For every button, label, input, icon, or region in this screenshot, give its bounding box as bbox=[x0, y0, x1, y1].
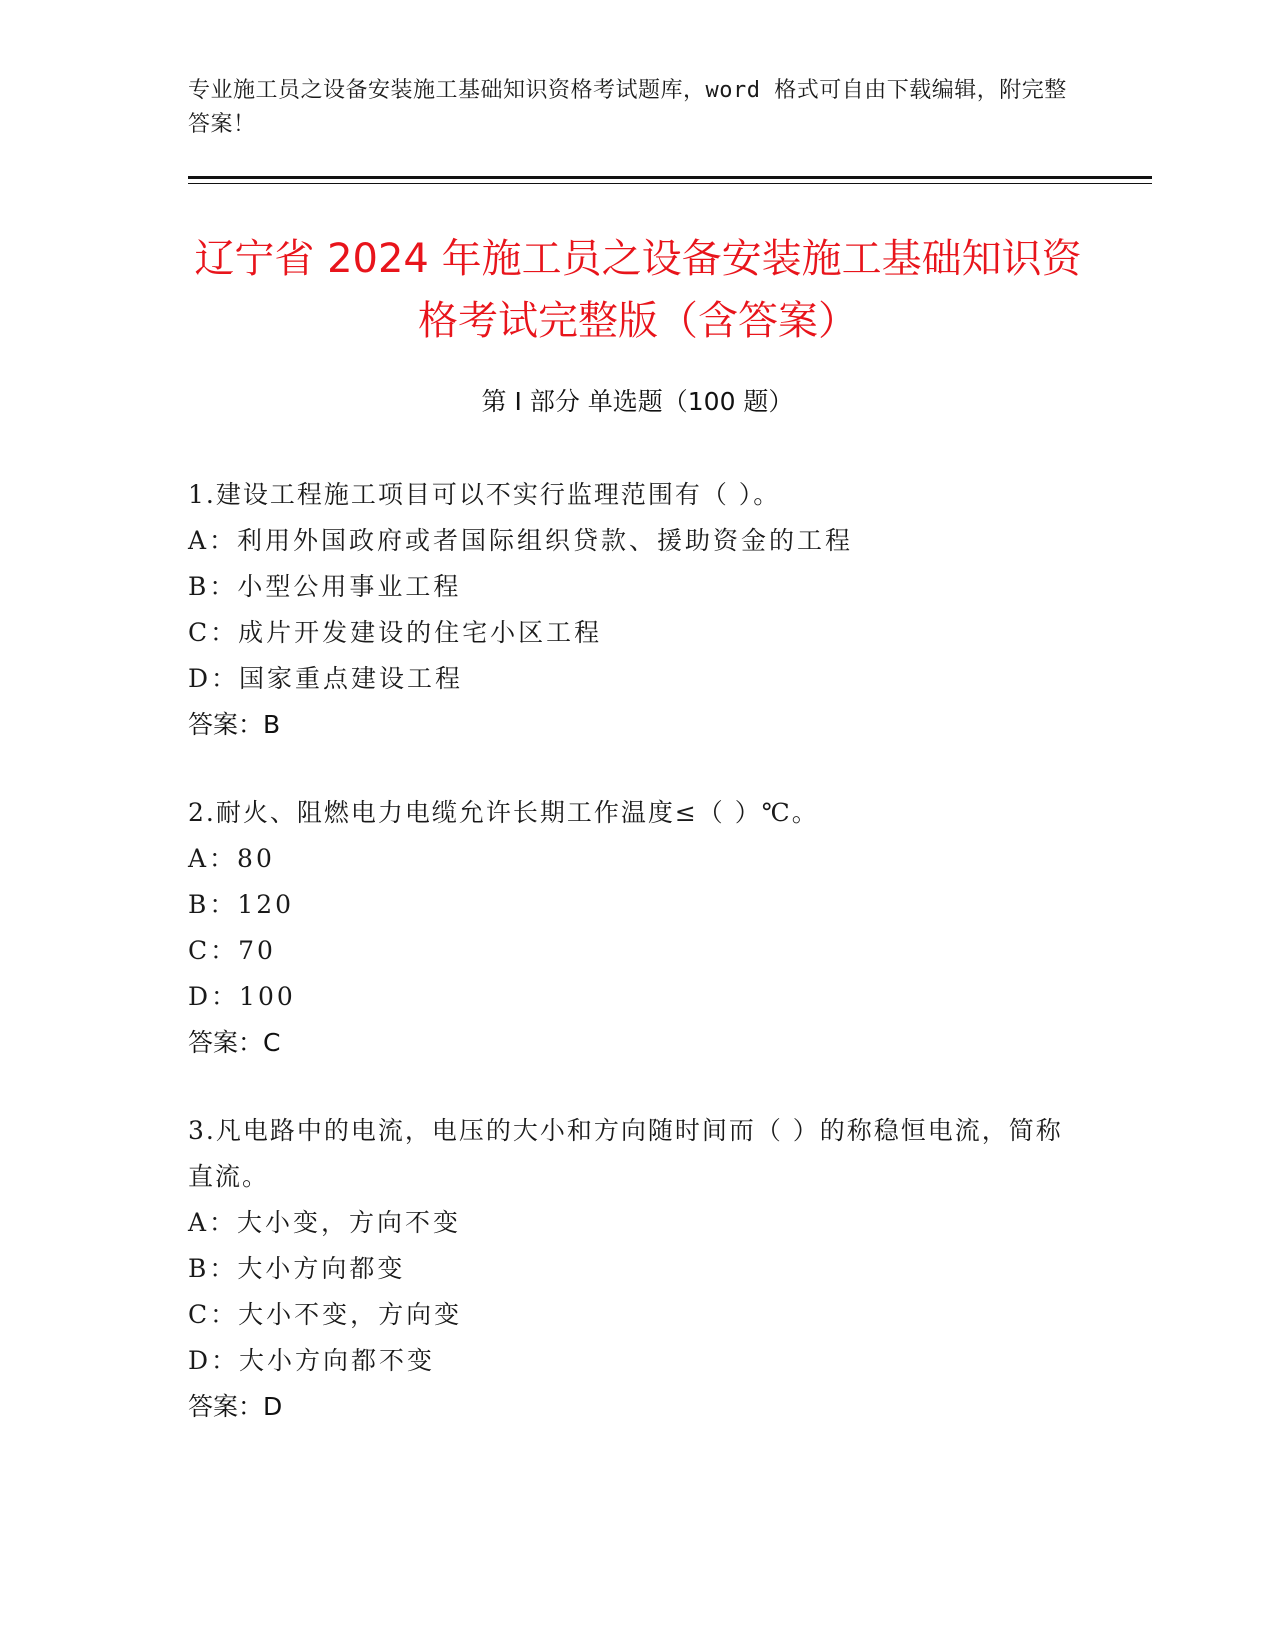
option-b: B：大小方向都变 bbox=[188, 1254, 406, 1283]
question-block bbox=[188, 790, 1088, 1066]
question-text: 2.耐火、阻燃电力电缆允许长期工作温度≤（ ）℃。 bbox=[188, 798, 819, 827]
option-b: B：小型公用事业工程 bbox=[188, 572, 462, 601]
answer-line: 答案：D bbox=[188, 1392, 283, 1421]
option-b: B：120 bbox=[188, 890, 295, 919]
header-note: 专业施工员之设备安装施工基础知识资格考试题库，word 格式可自由下载编辑，附完整答案！ bbox=[188, 78, 1067, 137]
option-d: D：100 bbox=[188, 982, 296, 1011]
option-a: A：80 bbox=[188, 844, 275, 873]
option-c: C：大小不变，方向变 bbox=[188, 1300, 463, 1329]
option-c: C：70 bbox=[188, 936, 276, 965]
option-d: D：大小方向都不变 bbox=[188, 1346, 436, 1375]
answer-line: 答案：C bbox=[188, 1028, 281, 1057]
document-title: 辽宁省 2024 年施工员之设备安装施工基础知识资格考试完整版（含答案） bbox=[194, 236, 1082, 344]
option-c: C：成片开发建设的住宅小区工程 bbox=[188, 618, 603, 647]
header-rule-thin bbox=[188, 183, 1152, 184]
header-rule-thick bbox=[188, 176, 1152, 179]
option-a: A：大小变，方向不变 bbox=[188, 1208, 462, 1237]
question-block bbox=[188, 472, 1088, 748]
answer-line: 答案：B bbox=[188, 710, 281, 739]
section-heading: 第 I 部分 单选题（100 题） bbox=[481, 387, 794, 416]
question-block bbox=[188, 1108, 1088, 1430]
option-d: D：国家重点建设工程 bbox=[188, 664, 464, 693]
question-text: 3.凡电路中的电流，电压的大小和方向随时间而（ ）的称稳恒电流，简称直流。 bbox=[188, 1116, 1063, 1191]
option-a: A：利用外国政府或者国际组织贷款、援助资金的工程 bbox=[188, 526, 854, 555]
question-text: 1.建设工程施工项目可以不实行监理范围有（ ）。 bbox=[188, 480, 781, 509]
